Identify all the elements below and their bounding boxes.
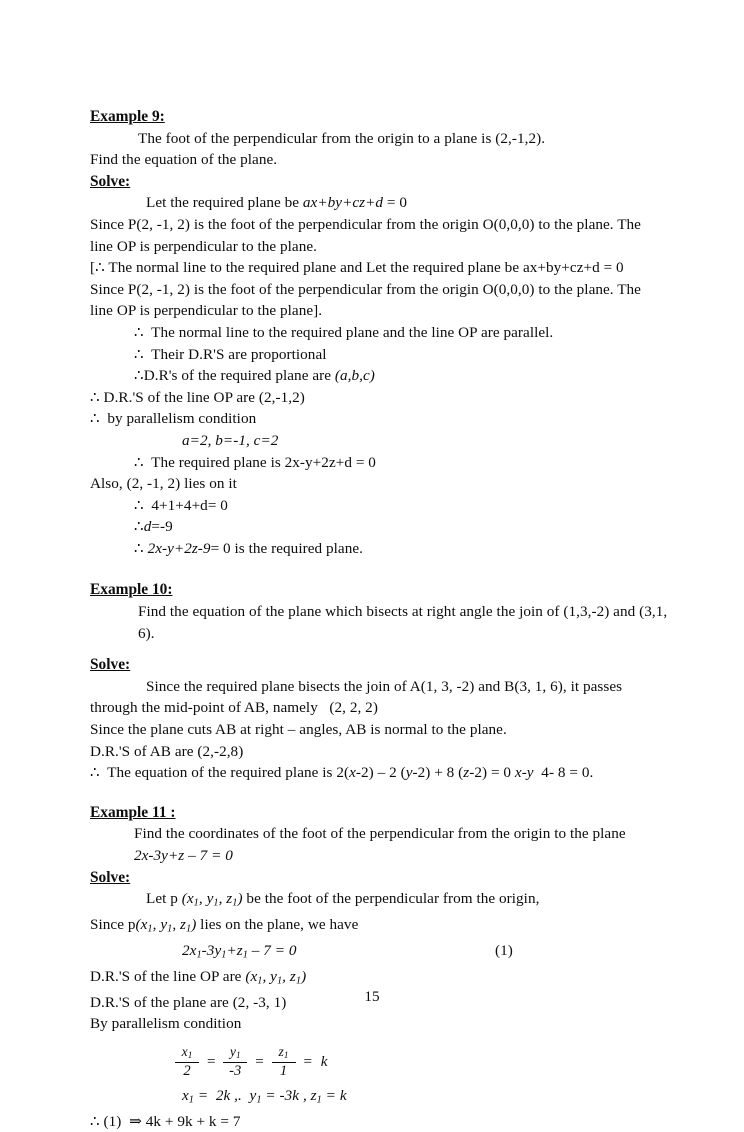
example-10-gap: [90, 644, 686, 654]
ex11-s1-coords: ($x_1$, $y_1$, $z_1$): [181, 890, 243, 909]
fraction-term-3-denominator: 1: [279, 1062, 288, 1079]
ex9-s16-pre: ∴: [134, 518, 144, 536]
example-9-question-line-1: The foot of the perpendicular from the origin to a plane is (2,-1,2).: [138, 129, 546, 147]
ex11-s7-values: $x_1 = 2k$ ,. $y_1 = -3k$ , $z_1 = k$: [182, 1086, 347, 1106]
example-9-solution-line-9: [90, 365, 686, 387]
ex11-equation-1: $2x_1-3y_1+z_1 - 7 = 0$: [182, 941, 297, 961]
example-11-solution-line-8: ∴ (1) ⇒ 4k + 9k + k = 7: [90, 1112, 241, 1130]
fraction-term-2: [223, 1045, 247, 1079]
example-10-question-line-1: Find the equation of the plane which bisects at right angle the join of (1,3,-2) and (3,1, 6).: [138, 603, 672, 642]
example-11-question-line-1: Find the coordinates of the foot of the perpendicular from the origin to the plane: [134, 825, 626, 843]
ex11-s1-pre: Let p: [146, 890, 182, 908]
example-11-equation-1-row: [90, 940, 686, 966]
fraction-term-1-denominator: 2: [183, 1062, 191, 1079]
example-9-solution-line-17: [90, 538, 686, 560]
example-9-solution-line-1: [90, 192, 686, 214]
example-9-solution-line-5: Since P(2, -1, 2) is the foot of the perpendicular from the origin O(0,0,0) to the plane. The: [90, 280, 641, 298]
fraction-term-1-numerator: $x_1$: [181, 1043, 193, 1060]
ex11-s2-pre: Since p: [90, 916, 136, 934]
example-10-solution-line-2: through the mid-point of AB, namely (2, 2, 2): [90, 699, 378, 717]
example-9-solution-line-14: Also, (2, -1, 2) lies on it: [90, 475, 237, 493]
example-10-solution-line-3: Since the plane cuts AB at right – angles, AB is normal to the plane.: [90, 721, 507, 739]
example-11-solution-line-1: [90, 888, 686, 914]
example-11-heading: Example 11 :: [90, 803, 176, 821]
section-gap-1: [90, 559, 686, 579]
example-11-solution-line-6: By parallelism condition: [90, 1015, 242, 1033]
ex10-s5-e: 4- 8 = 0.: [533, 764, 594, 782]
example-9-solve-heading-line: [90, 171, 686, 193]
ex11-s1-post: be the foot of the perpendicular from the origin,: [242, 890, 540, 908]
example-9-solution-line-8: ∴ Their D.R'S are proportional: [134, 345, 327, 363]
ex10-s5-x: x: [349, 764, 356, 782]
page-content: [90, 106, 686, 1132]
example-9-question-line-2: Find the equation of the plane.: [90, 151, 278, 169]
ex9-s17-pre: ∴: [134, 539, 148, 557]
ex10-s5-a: ∴ The equation of the required plane is 2(: [90, 764, 350, 782]
fraction-term-1: [175, 1045, 199, 1079]
example-11-question-line-2: 2x-3y+z – 7 = 0: [134, 847, 233, 864]
section-gap-2: [90, 784, 686, 802]
example-9-solution-line-15: ∴ 4+1+4+d= 0: [134, 496, 228, 514]
ex9-s9-abc: (a,b,c): [334, 367, 375, 385]
parallelism-fraction-chain: [90, 1039, 686, 1085]
example-9-solution-line-4: [∴ The normal line to the required plane and Let the required plane be ax+by+cz+d = 0: [90, 259, 624, 277]
fraction-equals-2: =: [254, 1052, 265, 1070]
example-10-heading: Example 10:: [90, 581, 173, 599]
example-10-solve-heading: Solve:: [90, 656, 131, 674]
page-number: 15: [364, 988, 380, 1005]
example-9-solution-line-12: a=2, b=-1, c=2: [182, 431, 279, 449]
ex9-s17-equation: 2x-y+2z-9: [147, 539, 211, 557]
fraction-term-2-denominator: -3: [229, 1062, 242, 1079]
example-9-solution-line-16: [90, 516, 686, 538]
fraction-result-k: k: [320, 1052, 328, 1070]
fraction-equals-3: =: [302, 1052, 313, 1070]
fraction-term-2-numerator: $y_1$: [229, 1043, 241, 1060]
example-11-solution-line-7: [90, 1085, 686, 1111]
example-9-heading-line: [90, 106, 686, 128]
ex10-s5-z: z: [463, 764, 470, 782]
ex10-s5-d: -2) = 0: [469, 764, 515, 782]
fraction-term-3-numerator: $z_1$: [278, 1043, 289, 1060]
ex11-s2-post: lies on the plane, we have: [196, 916, 359, 934]
ex10-s5-y: y: [405, 764, 413, 782]
example-9-solution-line-7: ∴ The normal line to the required plane and the line OP are parallel.: [134, 323, 554, 341]
example-10-heading-line: [90, 579, 686, 601]
example-11-solution-line-5: D.R.'S of the plane are (2, -3, 1): [90, 993, 287, 1011]
ex10-s5-xy: x-y: [514, 764, 534, 782]
ex11-s2-coords: ($x_1$, $y_1$, $z_1$): [135, 916, 197, 935]
example-9-solution-line-2: Since P(2, -1, 2) is the foot of the perpendicular from the origin O(0,0,0) to the plane. The: [90, 215, 641, 233]
example-9-solution-line-10: ∴ D.R.'S of the line OP are (2,-1,2): [90, 388, 305, 406]
ex9-s9-pre: ∴D.R's of the required plane are: [134, 367, 335, 385]
ex9-s16-post: =-9: [151, 518, 173, 536]
example-11-solve-heading-line: [90, 867, 686, 889]
example-11-solve-heading: Solve:: [90, 868, 131, 886]
ex11-s4-pre: D.R.'S of the line OP are: [90, 967, 246, 985]
example-10-solution-line-5: [90, 762, 686, 784]
ex9-s16-d: d: [143, 518, 152, 536]
example-10-solution-line-1: Since the required plane bisects the join of A(1, 3, -2) and B(3, 1, 6), it passes: [146, 677, 623, 695]
example-11-solution-line-2: [90, 914, 686, 940]
example-9-solution-line-11: ∴ by parallelism condition: [90, 410, 257, 428]
example-9-heading: Example 9:: [90, 108, 165, 125]
fraction-term-3: [272, 1045, 296, 1079]
equation-number-1: (1): [495, 941, 513, 959]
example-9-solution-line-13: ∴ The required plane is 2x-y+2z+d = 0: [134, 453, 376, 471]
ex9-s1-expression: ax+by+cz+d: [302, 194, 384, 212]
fraction-equals-1: =: [206, 1052, 217, 1070]
example-9-solution-line-3: line OP is perpendicular to the plane.: [90, 237, 317, 255]
example-11-heading-line: [90, 802, 686, 824]
example-10-solve-heading-line: [90, 654, 686, 676]
example-9-solve-heading: Solve:: [90, 172, 131, 190]
ex9-s1-post: = 0: [383, 194, 408, 212]
example-10-solution-line-4: D.R.'S of AB are (2,-2,8): [90, 742, 244, 760]
ex11-s4-coords: ($x_1$, $y_1$, $z_1$): [245, 967, 307, 987]
ex9-s17-post: = 0 is the required plane.: [210, 539, 363, 557]
ex10-s5-b: -2) – 2 (: [355, 764, 406, 782]
ex10-s5-c: -2) + 8 (: [412, 764, 464, 782]
example-9-solution-line-6: line OP is perpendicular to the plane].: [90, 302, 323, 320]
ex9-s1-pre: Let the required plane be: [146, 194, 303, 212]
